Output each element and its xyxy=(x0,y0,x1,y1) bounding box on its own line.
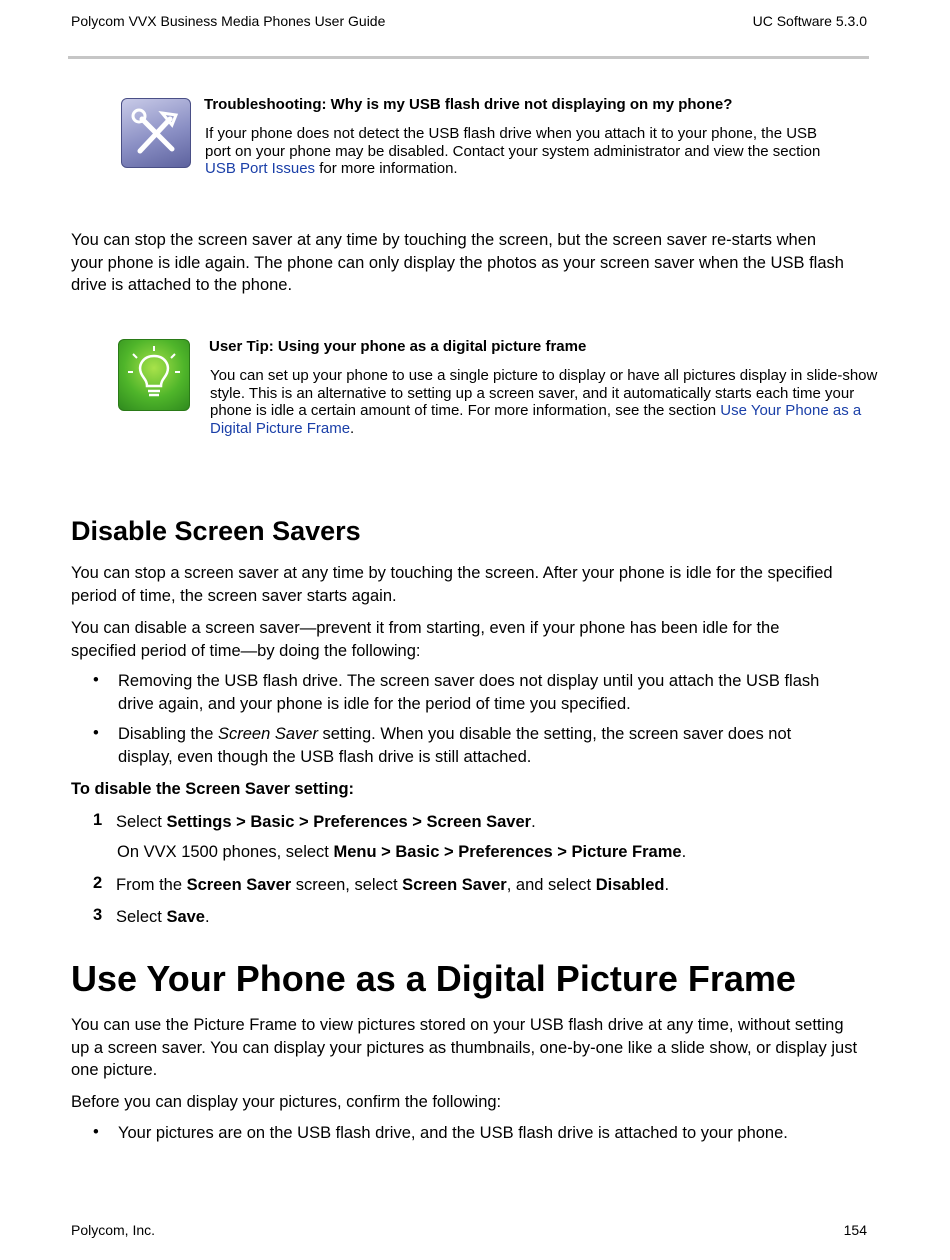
bullet-text: Disabling the xyxy=(118,725,218,743)
usb-port-issues-link[interactable]: USB Port Issues xyxy=(205,160,316,177)
running-header-title: Polycom VVX Business Media Phones User Guide xyxy=(71,13,386,29)
step-1-subtext: On VVX 1500 phones, select Menu > Basic > Preferences > Picture Frame. xyxy=(117,843,687,861)
digital-picture-frame-link[interactable]: Use Your Phone as a Digital Picture Frame xyxy=(210,402,862,437)
troubleshooting-text: If your phone does not detect the USB flash drive when you attach it to your phone, the USB port on your phone may be disabled. Contact your system administrator and view the section xyxy=(205,125,821,160)
bullet-disable-setting xyxy=(118,723,838,768)
disable-screen-savers-heading: Disable Screen Savers xyxy=(71,516,361,546)
bullet-text-end: setting. When you disable the setting, the screen saver does not display, even though the USB flash drive is still attached. xyxy=(118,725,792,766)
troubleshooting-body xyxy=(205,125,845,178)
user-tip-body xyxy=(210,367,880,437)
troubleshooting-text-end: for more information. xyxy=(315,160,458,177)
screen-saver-term: Screen Saver xyxy=(217,725,318,743)
step-2-text: From the Screen Saver screen, select Screen Saver, and select Disabled. xyxy=(116,876,670,894)
bullet-pictures-on-usb: Your pictures are on the USB flash drive, and the USB flash drive is attached to your phone. xyxy=(118,1124,788,1142)
bullet-marker: • xyxy=(93,1123,99,1141)
step-1-text: Select Settings > Basic > Preferences > Screen Saver. xyxy=(116,813,536,831)
bullet-marker: • xyxy=(93,724,99,742)
picture-frame-paragraph-2: Before you can display your pictures, confirm the following: xyxy=(71,1093,502,1111)
step-3-text: Select Save. xyxy=(116,908,210,926)
disable-paragraph-1: You can stop a screen saver at any time by touching the screen. After your phone is idle for the specified period of time, the screen saver starts again. xyxy=(71,564,833,605)
tools-icon xyxy=(121,98,191,168)
bullet-remove-usb: Removing the USB flash drive. The screen saver does not display until you attach the USB flash drive again, and your phone is idle for the period of time you specified. xyxy=(118,672,820,713)
screen-saver-paragraph: You can stop the screen saver at any time by touching the screen, but the screen saver re-starts when your phone is idle again. The phone can only display the photos as your screen saver when the USB flash drive is attached to the phone. xyxy=(71,231,844,294)
header-divider xyxy=(68,56,869,59)
user-tip-text: You can set up your phone to use a single picture to display or have all pictures display in slide-show style. This is an alternative to setting up a screen saver, and it automatically starts each time your phone is idle a certain amount of time. For more information, see the section xyxy=(210,367,878,419)
troubleshooting-title: Troubleshooting: Why is my USB flash drive not displaying on my phone? xyxy=(204,96,733,113)
picture-frame-heading: Use Your Phone as a Digital Picture Frame xyxy=(71,958,796,999)
running-header-version: UC Software 5.3.0 xyxy=(752,13,867,29)
user-tip-title: User Tip: Using your phone as a digital picture frame xyxy=(209,338,587,355)
step-number: 3 xyxy=(93,906,103,924)
procedure-title: To disable the Screen Saver setting: xyxy=(71,780,355,798)
picture-frame-paragraph-1: You can use the Picture Frame to view pictures stored on your USB flash drive at any time, without setting up a screen saver. You can display your pictures as thumbnails, one-by-one like a slide show, or display just one picture. xyxy=(71,1016,858,1079)
bullet-marker: • xyxy=(93,671,99,689)
lightbulb-icon xyxy=(118,339,190,411)
footer-company: Polycom, Inc. xyxy=(71,1222,156,1238)
page-number: 154 xyxy=(843,1222,867,1238)
disable-paragraph-2: You can disable a screen saver—prevent it from starting, even if your phone has been idle for the specified period of time—by doing the following: xyxy=(71,619,780,660)
step-number: 2 xyxy=(93,874,103,892)
step-number: 1 xyxy=(93,811,103,829)
user-tip-text-end: . xyxy=(350,419,355,437)
